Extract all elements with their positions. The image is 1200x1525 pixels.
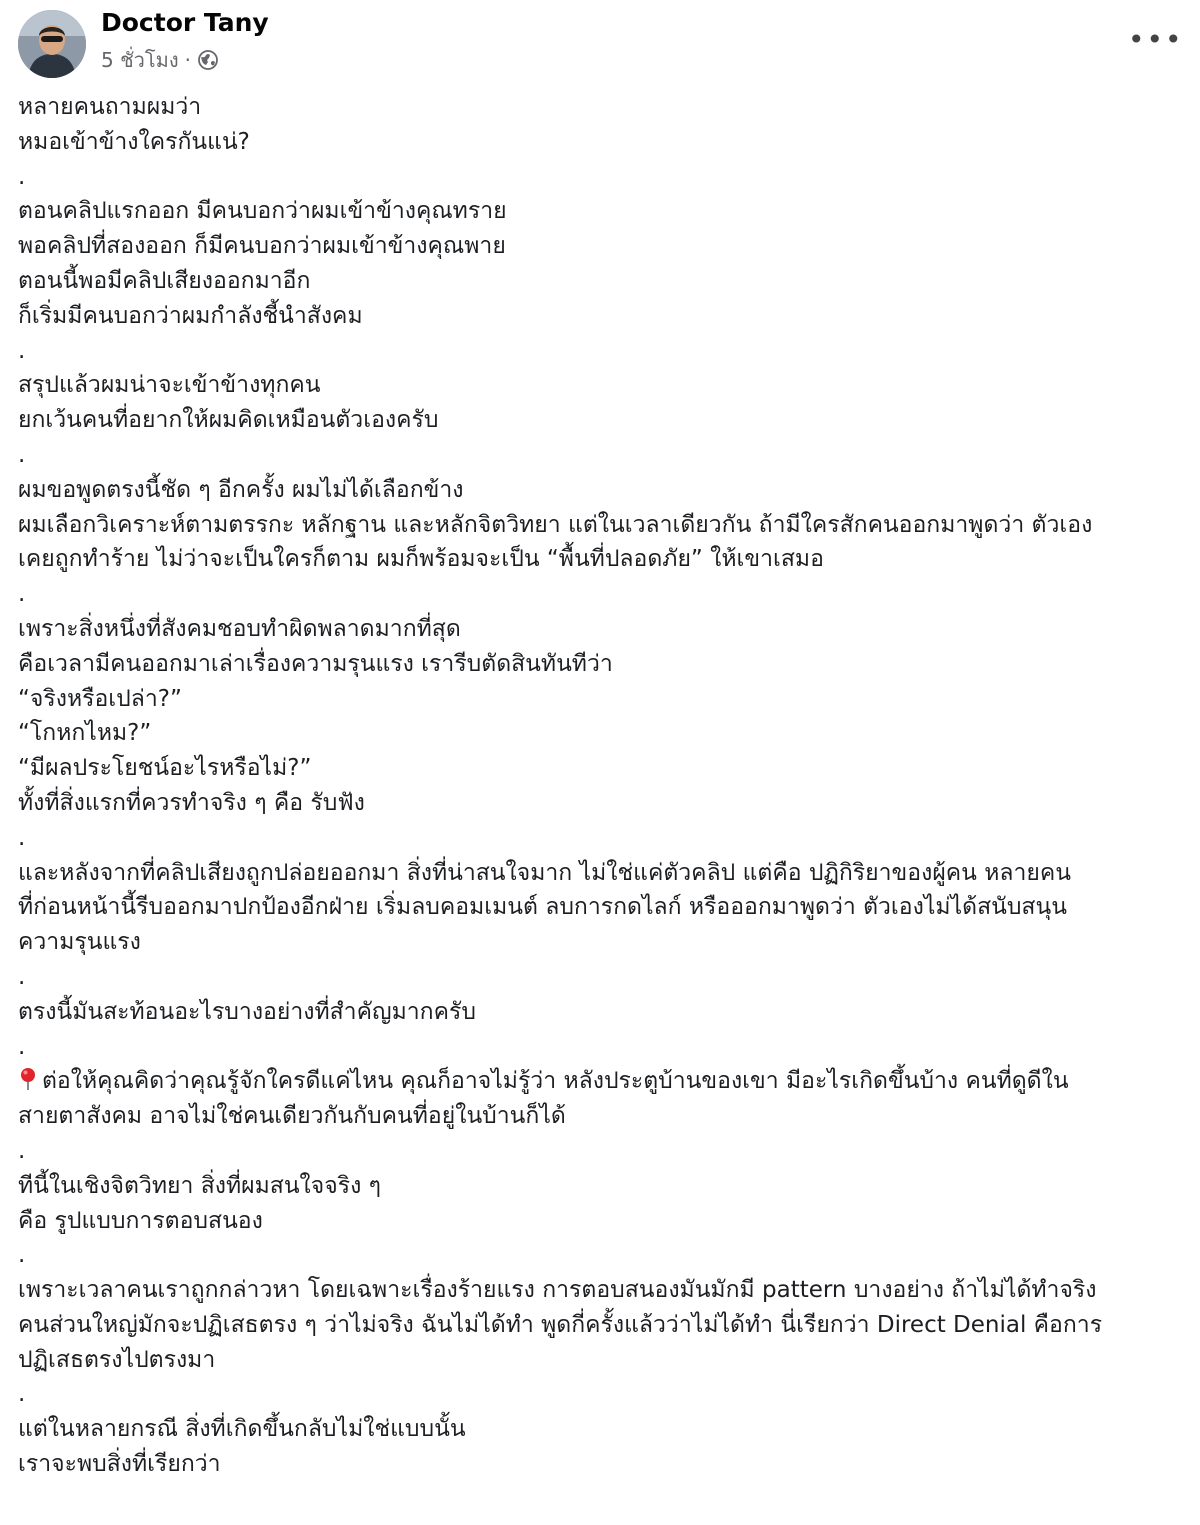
paragraph: ตรงนี้มันสะท้อนอะไรบางอย่างที่สำคัญมากครับ . <box>18 998 476 1060</box>
paragraph: และหลังจากที่คลิปเสียงถูกปล่อยออกมา สิ่งที่น่าสนใจมาก ไม่ใช่แค่ตัวคลิป แต่คือ ปฏิกิริยาของผู้คน หลายคน ที่ก่อนหน้านี้รีบออกมาปกป้องอีกฝ่าย เริ่มลบคอมเมนต์ ลบการกดไลก์ หรือออกมาพูดว่า ตัวเองไม่ได้สนับสนุน ความรุนแรง . <box>18 859 1071 990</box>
pin-paragraph <box>18 1064 1178 1168</box>
more-options-button[interactable]: ••• <box>1128 23 1184 56</box>
paragraph: เพราะเวลาคนเราถูกกล่าวหา โดยเฉพาะเรื่องร้ายแรง การตอบสนองมันมักมี pattern บางอย่าง ถ้าไม่ได้ทำจริง คนส่วนใหญ่มักจะปฏิเสธตรง ๆ ว่าไม่จริง ฉันไม่ได้ทำ พูดกี่ครั้งแล้วว่าไม่ได้ทำ นี่เรียกว่า Direct Denial คือการ ปฏิเสธตรงไปตรงมา . <box>18 1277 1103 1408</box>
pin-paragraph-text: ต่อให้คุณคิดว่าคุณรู้จักใครดีแค่ไหน คุณก็อาจไม่รู้ว่า หลังประตูบ้านของเขา มีอะไรเกิดขึ้นบ้าง คนที่ดูดีใน สายตาสังคม อาจไม่ใช่คนเดียวกันกับคนที่อยู่ในบ้านก็ได้ . <box>18 1068 1069 1164</box>
post-header <box>16 6 1186 80</box>
meta-separator: · <box>184 48 191 72</box>
paragraph: เพราะสิ่งหนึ่งที่สังคมชอบทำผิดพลาดมากที่สุด คือเวลามีคนออกมาเล่าเรื่องความรุนแรง เรารีบตัดสินทันทีว่า “จริงหรือเปล่า?” “โกหกไหม?” “มีผลประโยชน์อะไรหรือไม่?” ทั้งที่สิ่งแรกที่ควรทำจริง ๆ คือ รับฟัง . <box>18 615 613 851</box>
round-pushpin-icon <box>18 1067 38 1091</box>
paragraph: ทีนี้ในเชิงจิตวิทยา สิ่งที่ผมสนใจจริง ๆ คือ รูปแบบการตอบสนอง . <box>18 1172 381 1269</box>
globe-icon <box>197 49 219 71</box>
post-meta <box>101 46 219 74</box>
paragraph: สรุปแล้วผมน่าจะเข้าข้างทุกคน ยกเว้นคนที่อยากให้ผมคิดเหมือนตัวเองครับ . <box>18 372 439 468</box>
paragraph: แต่ในหลายกรณี สิ่งที่เกิดขึ้นกลับไม่ใช่แบบนั้น เราจะพบสิ่งที่เรียกว่า <box>18 1416 466 1478</box>
author-name[interactable]: Doctor Tany <box>101 8 269 37</box>
paragraph: หลายคนถามผมว่า หมอเข้าข้างใครกันแน่? . <box>18 94 250 190</box>
avatar-photo <box>18 10 86 78</box>
avatar[interactable] <box>18 10 86 78</box>
post-body <box>18 90 1178 1482</box>
paragraph: ผมขอพูดตรงนี้ชัด ๆ อีกครั้ง ผมไม่ได้เลือกข้าง ผมเลือกวิเคราะห์ตามตรรกะ หลักฐาน และหลักจิตวิทยา แต่ในเวลาเดียวกัน ถ้ามีใครสักคนออกมาพูดว่า ตัวเอง เคยถูกทำร้าย ไม่ว่าจะเป็นใครก็ตาม ผมก็พร้อมจะเป็น “พื้นที่ปลอดภัย” ให้เขาเสมอ . <box>18 476 1093 608</box>
paragraph: ตอนคลิปแรกออก มีคนบอกว่าผมเข้าข้างคุณทราย พอคลิปที่สองออก ก็มีคนบอกว่าผมเข้าข้างคุณพาย ตอนนี้พอมีคลิปเสียงออกมาอีก ก็เริ่มมีคนบอกว่าผมกำลังชี้นำสังคม . <box>18 198 507 364</box>
post-timestamp[interactable]: 5 ชั่วโมง <box>101 48 179 72</box>
